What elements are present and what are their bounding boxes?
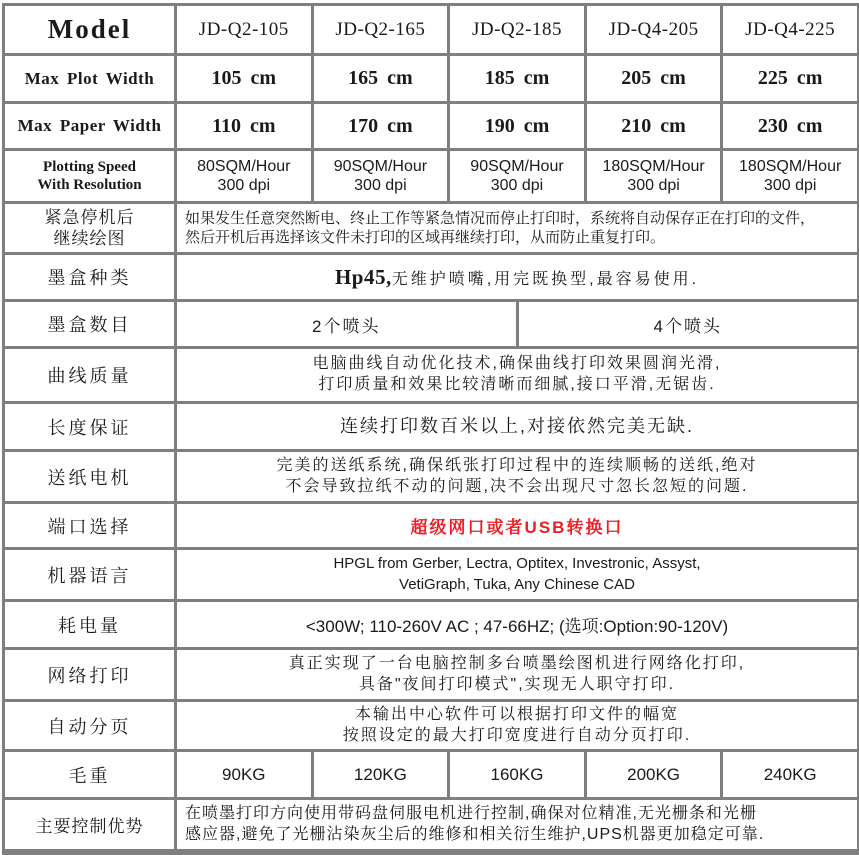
description-line: 如果发生任意突然断电、终止工作等紧急情况而停止打印时，系统将自动保存正在打印的文件， [185, 209, 816, 227]
speed-cell [314, 151, 451, 201]
row-network-printing [5, 650, 857, 702]
row-label-auto-paging: 自动分页 [5, 702, 177, 749]
row-max-paper-width [5, 104, 857, 151]
plot-width-cell: 105 cm [177, 56, 314, 101]
weight-cell: 200KG [587, 752, 724, 797]
description-line: 电脑曲线自动优化技术,确保曲线打印效果圆润光滑, [312, 355, 722, 373]
speed-value: 180SQM/Hour [602, 157, 705, 175]
speed-value: 90SQM/Hour [470, 157, 564, 175]
row-length-guarantee [5, 404, 857, 452]
row-label-plotting-speed [5, 151, 177, 201]
description-line: 本输出中心软件可以根据打印文件的幅宽 [354, 705, 679, 723]
row-port-selection [5, 504, 857, 550]
model-name-cell: JD-Q2-165 [314, 6, 451, 53]
model-name-cell: JD-Q2-105 [177, 6, 314, 53]
plot-width-cell: 185 cm [450, 56, 587, 101]
description-line: 具备"夜间打印模式",实现无人职守打印. [358, 675, 676, 693]
row-label-gross-weight: 毛重 [5, 752, 177, 797]
plot-width-cell: 165 cm [314, 56, 451, 101]
control-advantage-cell [177, 800, 857, 849]
row-label-power-consumption: 耗电量 [5, 602, 177, 647]
row-model [5, 6, 857, 56]
model-name-cell: JD-Q4-225 [745, 18, 836, 40]
row-plotting-speed [5, 151, 857, 204]
cartridge-count-cell: 4个喷头 [653, 316, 722, 336]
row-label-resume-plot [5, 204, 177, 252]
cartridge-description: 无维护喷嘴,用完既换型,最容易使用. [391, 270, 700, 288]
row-label-cartridge-count: 墨盒数目 [5, 302, 177, 346]
description-line: 打印质量和效果比较清晰而细腻,接口平滑,无锯齿. [318, 376, 716, 393]
description-line: 然后开机后再选择该文件未打印的区域再继续打印，从而防止重复打印。 [185, 229, 666, 246]
description-line: 在喷墨打印方向使用带码盘伺服电机进行控制,确保对位精准,无光栅条和光栅 [185, 804, 757, 822]
description-line: 不会导致拉纸不动的问题,决不会出现尺寸忽长忽短的问题. [285, 477, 749, 495]
speed-value: 90SQM/Hour [333, 157, 428, 175]
auto-paging-cell [177, 702, 857, 749]
weight-cell: 240KG [763, 764, 817, 784]
paper-width-cell: 170 cm [314, 104, 451, 148]
length-guarantee-cell: 连续打印数百米以上,对接依然完美无缺. [339, 415, 694, 436]
description-line: 按照设定的最大打印宽度进行自动分页打印. [342, 726, 692, 744]
description-line: 完美的送纸系统,确保纸张打印过程中的连续顺畅的送纸,绝对 [276, 456, 758, 474]
speed-cell [587, 151, 724, 201]
row-label-length-guarantee: 长度保证 [5, 404, 177, 449]
row-max-plot-width [5, 56, 857, 104]
speed-resolution: 300 dpi [354, 177, 407, 194]
row-label-control-advantage: 主要控制优势 [5, 800, 177, 849]
speed-resolution: 300 dpi [217, 177, 271, 194]
description-line: 感应器,避免了光栅沾染灰尘后的维修和相关衍生维护,UPS机器更加稳定可靠. [185, 825, 765, 843]
speed-value: 80SQM/Hour [197, 157, 291, 175]
label-line: 继续绘图 [53, 229, 126, 248]
row-label-model: Model [5, 6, 177, 53]
speed-cell [723, 151, 857, 201]
row-gross-weight [5, 752, 857, 800]
port-selection-cell: 超级网口或者USB转换口 [410, 518, 624, 537]
resume-description-cell [177, 204, 857, 252]
plot-width-cell: 225 cm [757, 67, 823, 89]
weight-cell: 90KG [177, 752, 314, 797]
weight-cell: 160KG [450, 752, 587, 797]
row-label-max-plot-width: Max Plot Width [5, 56, 177, 101]
description-line: HPGL from Gerber, Lectra, Optitex, Investronic, Assyst, [333, 555, 701, 573]
speed-cell [450, 151, 587, 201]
row-label-machine-language: 机器语言 [5, 550, 177, 599]
row-cartridge-count [5, 302, 857, 349]
row-control-advantage [5, 800, 857, 852]
paper-width-cell: 110 cm [177, 104, 314, 148]
machine-language-cell [177, 550, 857, 599]
power-consumption-cell: <300W; 110-260V AC ; 47-66HZ; (选项:Option:90-120V) [305, 617, 729, 636]
row-label-curve-quality: 曲线质量 [5, 349, 177, 401]
cartridge-count-cell: 2个喷头 [177, 302, 519, 346]
row-paper-feed-motor [5, 452, 857, 504]
row-label-paper-feed-motor: 送纸电机 [5, 452, 177, 501]
description-line: 真正实现了一台电脑控制多台喷墨绘图机进行网络化打印, [288, 654, 746, 672]
row-machine-language [5, 550, 857, 602]
spec-table [2, 3, 859, 855]
model-name-cell: JD-Q4-205 [587, 6, 724, 53]
speed-resolution: 300 dpi [627, 177, 680, 194]
row-label-max-paper-width: Max Paper Width [5, 104, 177, 148]
speed-resolution: 300 dpi [490, 177, 544, 194]
speed-cell [177, 151, 314, 201]
plot-width-cell: 205 cm [587, 56, 724, 101]
weight-cell: 120KG [314, 752, 451, 797]
label-line: With Resolution [37, 177, 142, 193]
speed-resolution: 300 dpi [763, 177, 817, 194]
cartridge-brand: Hp45, [334, 264, 392, 289]
row-power-consumption [5, 602, 857, 650]
row-label-network-printing: 网络打印 [5, 650, 177, 699]
label-line: Plotting Speed [43, 159, 136, 175]
row-cartridge-type [5, 255, 857, 302]
cartridge-type-cell [177, 255, 857, 299]
paper-width-cell: 230 cm [757, 114, 823, 137]
row-curve-quality [5, 349, 857, 404]
paper-width-cell: 210 cm [587, 104, 724, 148]
curve-quality-cell [177, 349, 857, 401]
description-line: VetiGraph, Tuka, Any Chinese CAD [399, 575, 635, 593]
paper-width-cell: 190 cm [450, 104, 587, 148]
row-label-cartridge-type: 墨盒种类 [5, 255, 177, 299]
row-label-port-selection: 端口选择 [5, 504, 177, 547]
paper-feed-cell [177, 452, 857, 501]
model-name-cell: JD-Q2-185 [450, 6, 587, 53]
row-resume-plot [5, 204, 857, 255]
label-line: 紧急停机后 [44, 207, 135, 227]
row-auto-paging [5, 702, 857, 752]
network-printing-cell [177, 650, 857, 699]
speed-value: 180SQM/Hour [739, 157, 842, 175]
